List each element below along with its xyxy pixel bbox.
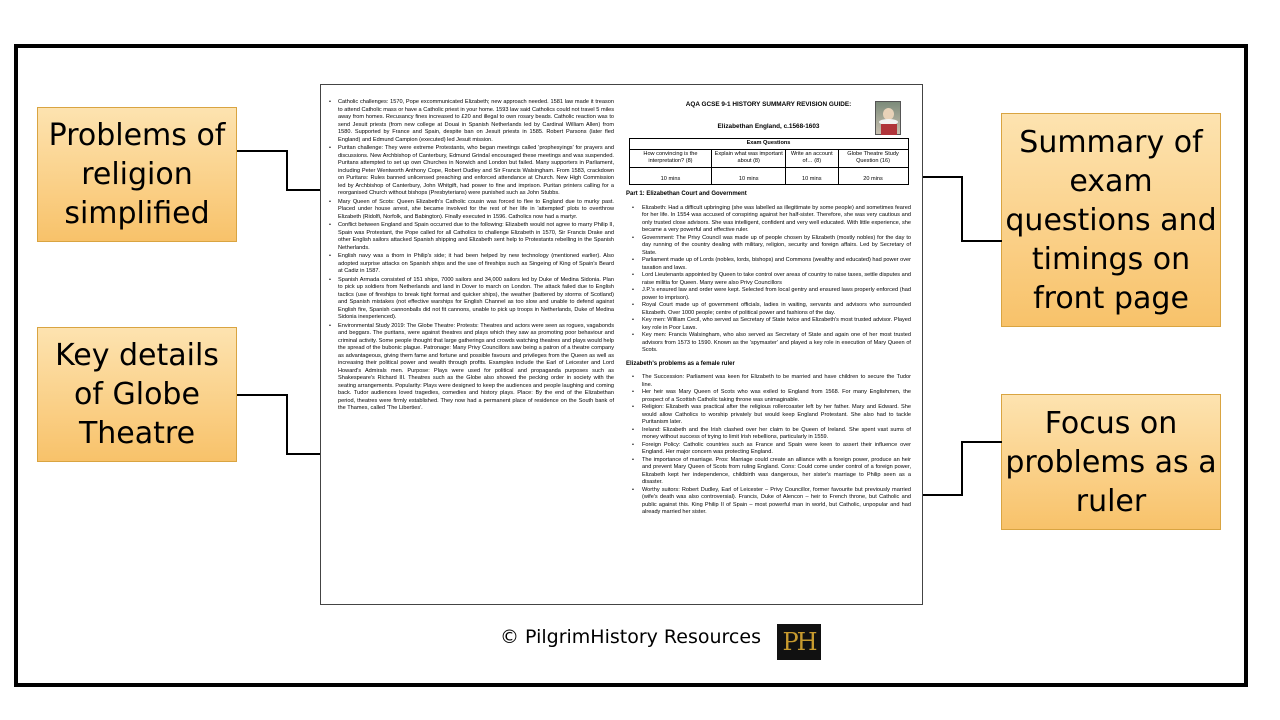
connector-focus-v [961, 441, 963, 496]
exam-question-4: Globe Theatre Study Question (16) [838, 149, 908, 167]
exam-time-3: 10 mins [786, 167, 839, 185]
part1-item: • J.P.'s ensured law and order were kept. Selected from local gentry and ensured laws properly enforced (had power to imprison). [626, 287, 911, 302]
exam-table-header: Exam Questions [629, 139, 908, 150]
callout-focus-text: Focus on problems as a ruler [1005, 405, 1217, 519]
exam-time-4: 20 mins [838, 167, 908, 185]
part2-heading: Elizabeth's problems as a female ruler [626, 360, 735, 367]
callout-globe-text: Key details of Globe Theatre [55, 338, 219, 451]
elizabeth-portrait-image [875, 101, 901, 135]
left-item-globe: • Environmental Study 2019: The Globe Theatre: Protests: Theatres and actors were seen as rogues, vagabonds and beggars. The puritans, were against theatres and plays which they saw as promoting poor behaviour and criminal activity. Some people thought that large gatherings and crowds watching theatres and plays would help the spread of the bubonic plague. Patronage: Many Privy Councillors saw being a patron of a theatre company as advantageous, giving them fame and fortune and possible favours and privileges from the Queen as well as increasing their political power and wealth through profits. Examples include the Earl of Leicester and Lord Howard's Admirals men. Purpose: Plays were used for political and propaganda purposes such as Shakespeare's Richard III. Theatres such as the Globe also showed the pecking order in society with the seating arrangements. Popularity: Plays were designed to keep the audiences and people laughing and coming back. Tudor audiences loved tragedies, comedies and history plays. Place: By the end of the Elizabethan period, theatres were firmly established. They now had a permanent place of residence on the South bank of the Thames, called 'The Liberties'. [329, 323, 614, 413]
right-column [626, 95, 911, 517]
part2-list [626, 374, 911, 517]
connector-focus-h1 [962, 441, 1002, 443]
copyright-text: © PilgrimHistory Resources [500, 626, 761, 648]
part2-item: • Her heir was Mary Queen of Scots who was exiled to England from 1568. For many Englishmen, the prospect of a Scottish Catholic taking throne was unimaginable. [626, 389, 911, 404]
part1-item: • Government: The Privy Council was made up of people chosen by Elizabeth (mostly nobles) for the day to day running of the country dealing with military, religion, security and foreign affairs. Led by Secretary of State. [626, 235, 911, 258]
left-item-catholic: • Catholic challenges: 1570, Pope excommunicated Elizabeth; new approach needed. 1581 law made it treason to attend Catholic mass or have a Catholic priest in your home. 1593 law said Catholics could not travel 5 miles away from homes. Recusancy fines increased to £20 and illegal to own rosary beads. Catholic reaction was to send Jesuit priests (from new college at Douai in Spanish Netherlands led by Cardinal William Allen) from 1580. Supported by France and Spain, despite ban on Jesuit priests in 1585. Robert Parsons (later fled England) and Edmund Campion (executed) led Jesuit mission. [329, 99, 614, 144]
callout-summary-text: Summary of exam questions and timings on front page [1005, 124, 1217, 316]
connector-religion-h1 [237, 150, 287, 152]
part1-item: • Elizabeth: Had a difficult upbringing (she was labelled as illegitimate by some people) and sometimes feared for her life. In 1554 was accused of conspiring against her half-sister. Therefore, she was very cautious and only trusted close advisors. She was intelligent, confident and very well educated. With little experience, she became a very powerful and effective ruler. [626, 205, 911, 235]
part2-item: • Religion: Elizabeth was practical after the religious rollercoaster left by her father. Mary and Edward. She would allow Catholics to worship privately but would keep England Protestant. She also had to tackle Puritanism later. [626, 404, 911, 427]
connector-summary-h2 [920, 176, 963, 178]
callout-focus [1001, 394, 1221, 530]
callout-religion [37, 107, 237, 242]
connector-summary-h1 [962, 240, 1002, 242]
exam-questions-table [629, 138, 909, 185]
callout-summary [1001, 113, 1221, 327]
part1-heading: Part 1: Elizabethan Court and Government [626, 191, 747, 197]
part1-item: • Parliament made up of Lords (nobles, lords, bishops) and Commons (wealthy and educated) had power over taxation and laws. [626, 257, 911, 272]
part2-item: • Foreign Policy: Catholic countries such as France and Spain were keen to assert their influence over England. Her major concern was protecting England. [626, 442, 911, 457]
part2-item: • Ireland: Elizabeth and the Irish clashed over her claim to be Queen of Ireland. She spent vast sums of money without success of trying to limit Irish rebellions, particularly in 1559. [626, 427, 911, 442]
document-title: AQA GCSE 9-1 HISTORY SUMMARY REVISION GUIDE: [685, 101, 852, 108]
pilgrimhistory-logo: PH [777, 624, 821, 660]
left-item-armada: • Spanish Armada consisted of 151 ships, 7000 sailors and 34,000 sailors led by Duke of Medina Sidonia. Plan to pick up soldiers from Netherlands and land in Dover to march on London. The attack failed due to English tactics (use of fireships to break tight format and quicker ships), the weather (battered by storms of Scotland) and Spanish mistakes (not effective warships for English Channel as too slow and unable to defend against English fire, Spanish cannonballs did not fit cannons, unable to pick up troops in Netherlands, Duke of Medina Sidonia inexperienced). [329, 277, 614, 322]
connector-summary-v [961, 177, 963, 242]
part2-item: • The importance of marriage. Pros: Marriage could create an alliance with a foreign power, produce an heir and prevent Mary Queen of Scots from ruling England. Cons: Could come under control of a foreign power, Elizabeth kept her independence, childbirth was dangerous, her sister's marriage to Philip seen as a disaster. [626, 457, 911, 487]
callout-globe [37, 327, 237, 462]
exam-time-2: 10 mins [712, 167, 786, 185]
exam-question-2: Explain what was important about (8) [712, 149, 786, 167]
left-item-conflict: • Conflict between England and Spain occurred due to the following: Elizabeth would not agree to marry Philip II, Spain was Protestant, the Pope called for all Catholics to challenge Elizabeth in 1570, Sir Francis Drake and other English sailors attacked Spanish shipping and Elizabeth sent help to Protestants rebelling in the Spanish Netherlands. [329, 222, 614, 252]
exam-time-1: 10 mins [629, 167, 712, 185]
connector-religion-v [286, 150, 288, 191]
left-item-puritan: • Puritan challenge: They were extreme Protestants, who began meetings called 'prophesyings' for prayers and discussions. New Archbishop of Canterbury, Edmund Grindal encouraged these meetings and was suspended. Puritans attempted to set up own Churches in Norwich and London but failed. Many supporters in Parliament, including Peter Wentworth Anthony Cope, Robert Dudley and Sir Francis Walsingham. From 1583, crackdown on Puritans: Rules banned unlicensed preaching and enforced attendance at Church. New High Commission led by Archbishop of Canterbury, John Whitgift, had power to fine and imprison. Puritan printers calling for a reorganised Church without bishops (Presbyterians) were punished such as John Stubbs. [329, 145, 614, 198]
part1-item: • Key men: Francis Walsingham, who also served as Secretary of State and again one of her most trusted advisors from 1573 to 1590. Known as the 'spymaster' and played a key role in execution of Mary Queen of Scots. [626, 332, 911, 355]
callout-religion-text: Problems of religion simplified [48, 118, 226, 231]
exam-question-1: How convincing is the interpretation? (8) [629, 149, 712, 167]
connector-globe-h1 [237, 394, 287, 396]
document-subtitle: Elizabethan England, c.1568-1603 [717, 122, 820, 130]
part1-list [626, 205, 911, 355]
part2-item: • Worthy suitors: Robert Dudley, Earl of Leicester – Privy Councillor, former favourite but previously married (wife's death was also controversial). Francis, Duke of Alencon – heir to French throne, but Catholic and public against this. King Philip II of Spain – most powerful man in world, but Catholic, unpopular and had already married her sister. [626, 487, 911, 517]
left-column [329, 99, 614, 414]
connector-focus-h2 [920, 494, 963, 496]
exam-question-3: Write an account of… (8) [786, 149, 839, 167]
part2-item: • The Succession: Parliament was keen for Elizabeth to be married and have children to secure the Tudor line. [626, 374, 911, 389]
connector-globe-v [286, 394, 288, 455]
left-item-mary: • Mary Queen of Scots: Queen Elizabeth's Catholic cousin was forced to flee to England due to murky past. Placed under house arrest, she became involved for the rest of her life in 'attempted' plots to overthrow Elizabeth (Ridolfi, Norfolk, and Babington). Finally executed in 1596. Catholics now had a martyr. [329, 199, 614, 222]
part1-item: • Lord Lieutenants appointed by Queen to take control over areas of country to raise taxes, settle disputes and raise militia for Queen. Many were also Privy Councillors [626, 272, 911, 287]
part1-item: • Key men: William Cecil, who served as Secretary of State twice and Elizabeth's most trusted advisor. Played key role in Poor Laws. [626, 317, 911, 332]
revision-guide-page [320, 84, 923, 605]
part1-item: • Royal Court made up of government officials, ladies in waiting, servants and advisors who surrounded Elizabeth. Over 1000 people; centre of political power and fashions of the day. [626, 302, 911, 317]
left-item-navy: • English navy was a thorn in Philip's side; it had been helped by new technology (mentioned earlier). Also adopted surprise attacks on Spanish ships and the use of fireships such as Singeing of King of Spain's Beard at Cadiz in 1587. [329, 253, 614, 276]
